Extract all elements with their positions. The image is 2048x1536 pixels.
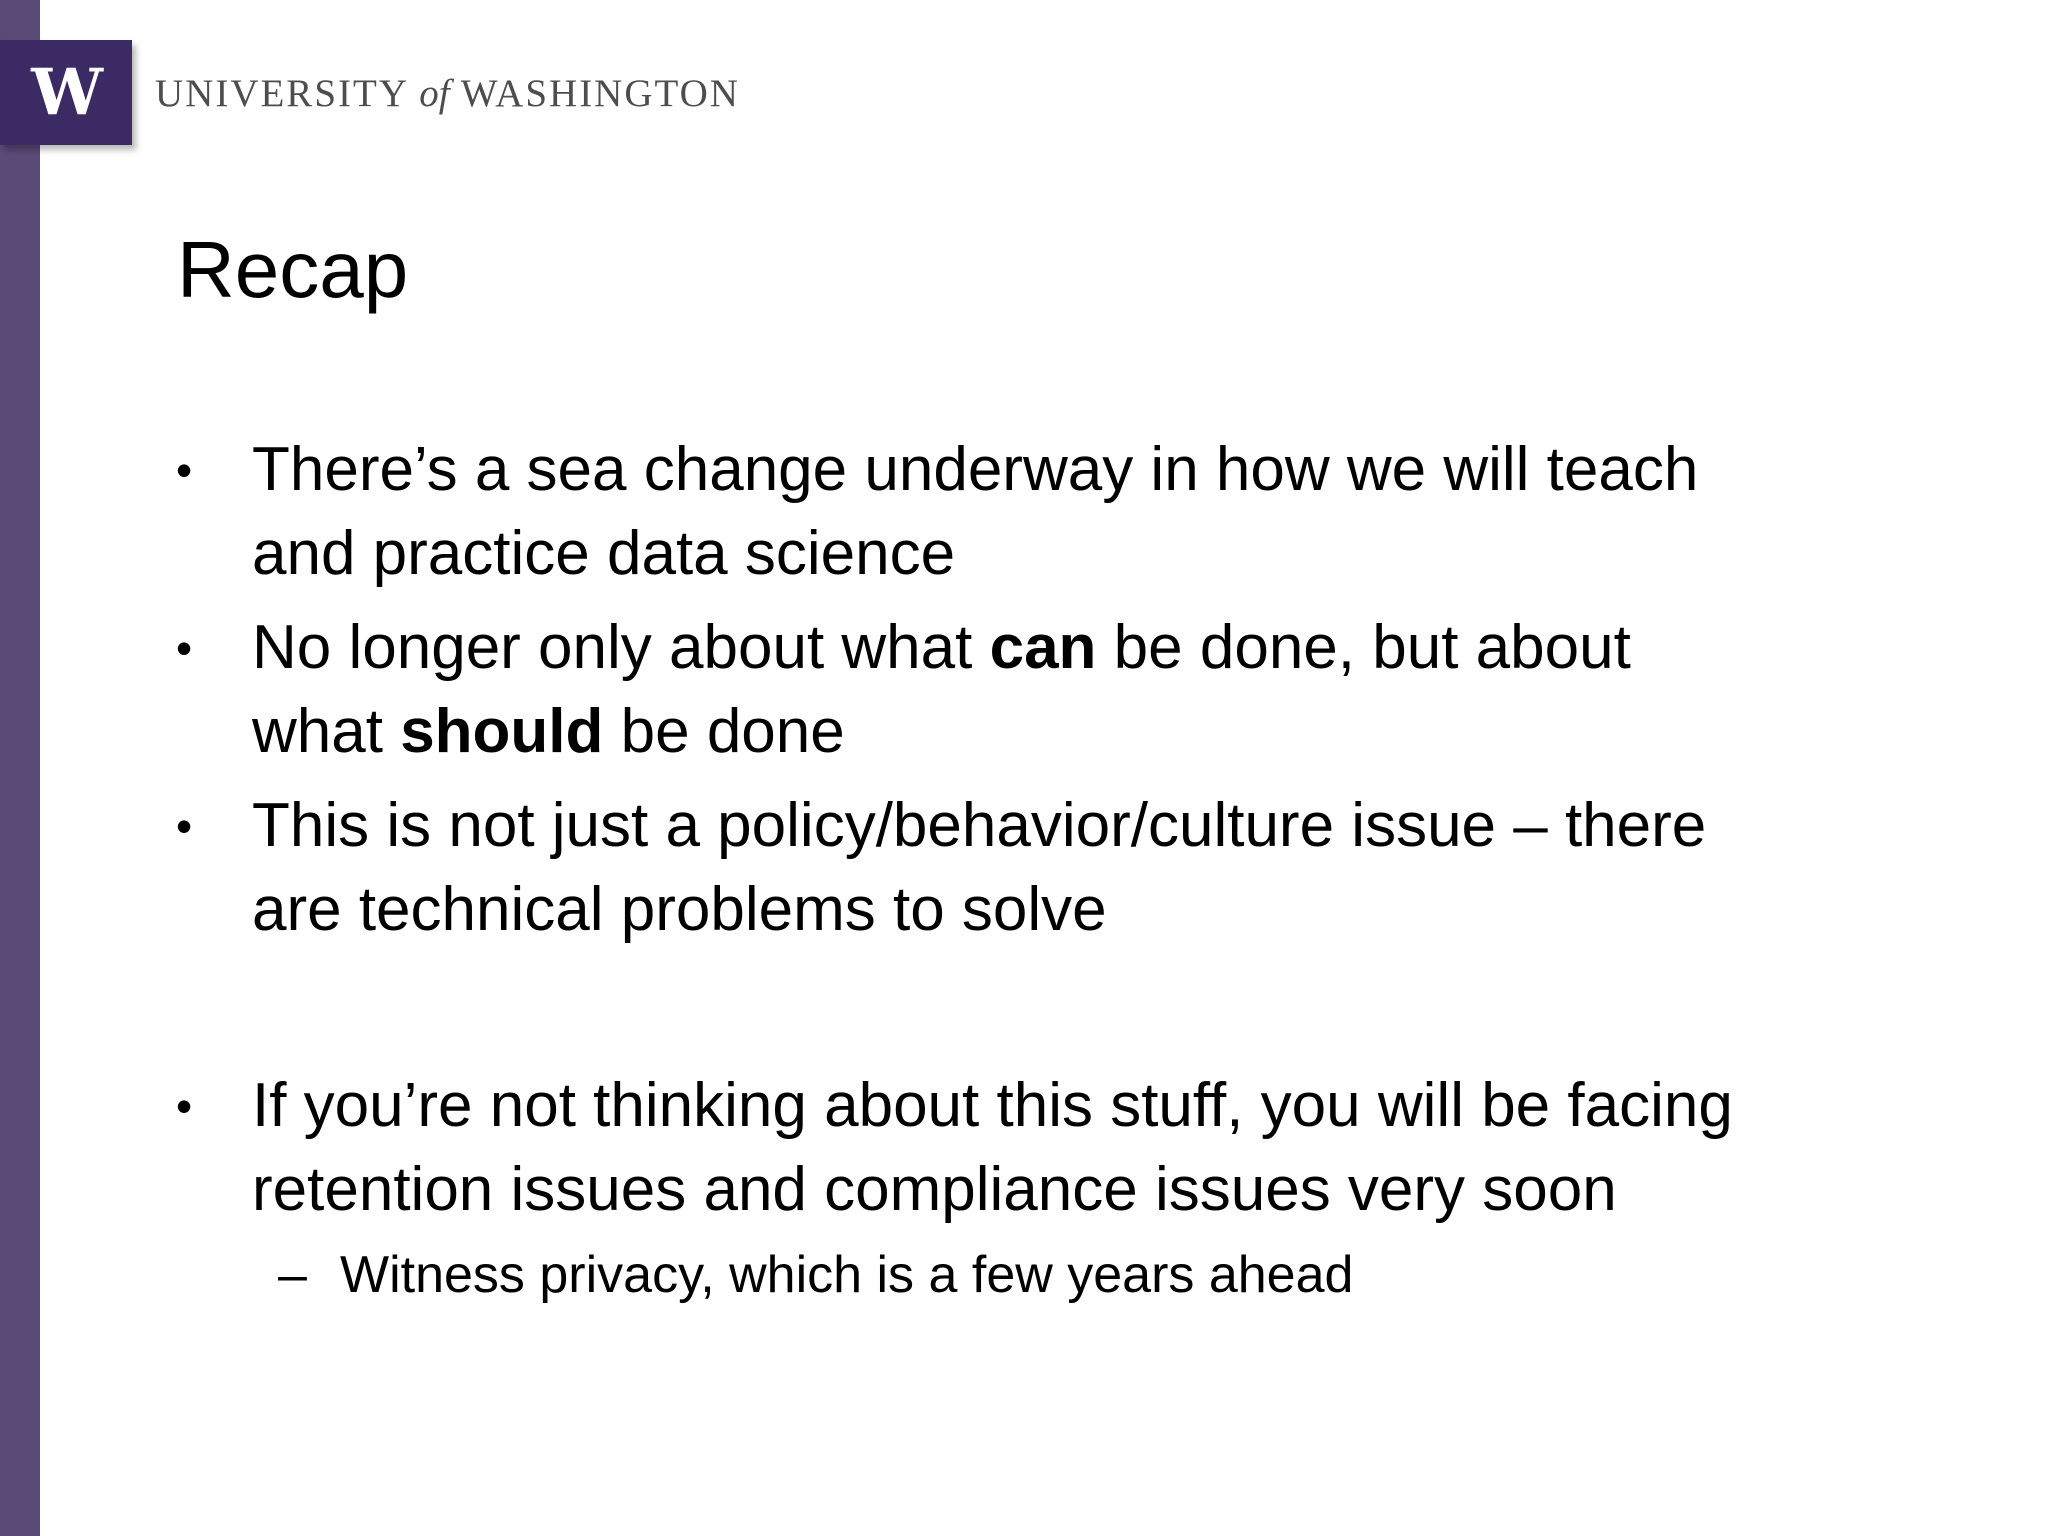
bullet-item bbox=[176, 606, 2016, 774]
wordmark-university: UNIVERSITY bbox=[155, 72, 408, 115]
slide-title: Recap bbox=[177, 225, 409, 314]
bullet-text-segment: No longer only about what bbox=[252, 613, 990, 682]
left-accent-bar bbox=[0, 0, 40, 1536]
wordmark-washington: WASHINGTON bbox=[460, 72, 740, 115]
bullet-text-segment: be done, but about bbox=[1096, 613, 1631, 682]
bullet-text bbox=[252, 606, 2032, 774]
bullet-item bbox=[176, 784, 2016, 952]
bullet-text-segment: be done bbox=[603, 697, 845, 766]
sub-bullet-text: Witness privacy, which is a few years ahead bbox=[340, 1246, 1354, 1304]
bullet-line bbox=[252, 606, 2032, 690]
bullet-item bbox=[176, 428, 2016, 596]
uw-w-logo-icon: W bbox=[31, 54, 101, 130]
bullet-line: There’s a sea change underway in how we will teach bbox=[252, 435, 1699, 504]
bullet-line: If you’re not thinking about this stuff, you will be facing bbox=[252, 1071, 1733, 1140]
sub-bullet-item bbox=[278, 1240, 2018, 1310]
bullet-marker: • bbox=[176, 1080, 193, 1132]
bullet-item bbox=[176, 1064, 2016, 1232]
bullet-line: and practice data science bbox=[252, 519, 956, 588]
bullet-emphasis-can: can bbox=[989, 613, 1097, 682]
wordmark-of: of bbox=[419, 72, 450, 115]
sub-bullet-marker: – bbox=[278, 1246, 307, 1304]
bullet-text bbox=[252, 428, 2032, 596]
bullet-emphasis-should: should bbox=[400, 697, 604, 766]
bullet-line: This is not just a policy/behavior/culture issue – there bbox=[252, 791, 1707, 860]
bullet-text-segment: what bbox=[252, 697, 401, 766]
bullet-line bbox=[252, 690, 2032, 774]
bullet-line: retention issues and compliance issues very soon bbox=[252, 1155, 1617, 1224]
bullet-marker: • bbox=[176, 800, 193, 852]
bullet-line: are technical problems to solve bbox=[252, 875, 1107, 944]
uw-logo bbox=[0, 40, 132, 145]
bullet-marker: • bbox=[176, 622, 193, 674]
bullet-text bbox=[252, 784, 2032, 952]
bullet-marker: • bbox=[176, 444, 193, 496]
university-wordmark bbox=[155, 74, 740, 113]
bullet-text bbox=[252, 1064, 2032, 1232]
